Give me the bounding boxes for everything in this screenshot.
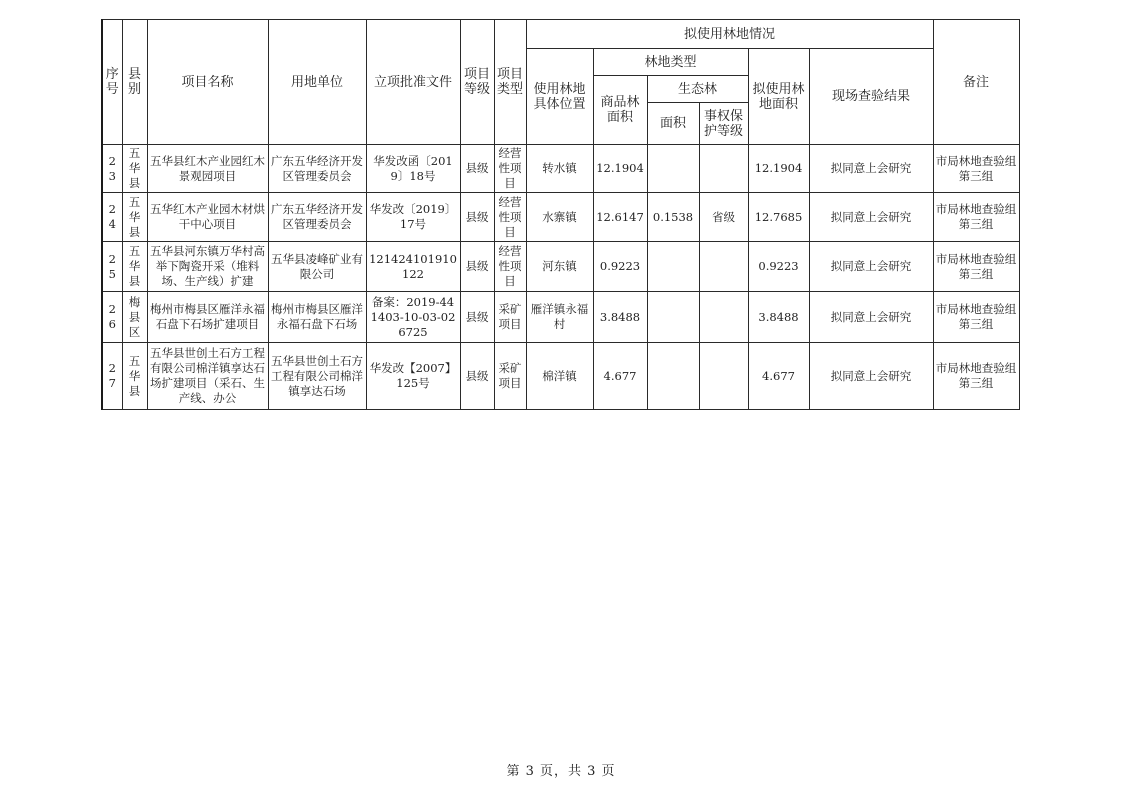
cell-eco-level	[699, 343, 748, 410]
cell-land-unit: 广东五华经济开发区管理委员会	[268, 193, 366, 242]
cell-commercial: 0.9223	[593, 242, 647, 292]
cell-eco-area: 0.1538	[647, 193, 699, 242]
cell-total-area: 0.9223	[748, 242, 809, 292]
cell-project-type: 经营性项目	[494, 145, 526, 193]
cell-inspection: 拟同意上会研究	[809, 145, 933, 193]
cell-remarks: 市局林地查验组第三组	[933, 343, 1019, 410]
cell-total-area: 3.8488	[748, 292, 809, 343]
cell-eco-area	[647, 145, 699, 193]
header-commercial: 商品林面积	[593, 76, 647, 145]
cell-commercial: 12.6147	[593, 193, 647, 242]
cell-commercial: 4.677	[593, 343, 647, 410]
table-header	[102, 20, 1019, 145]
cell-seq: 26	[102, 292, 122, 343]
cell-seq: 23	[102, 145, 122, 193]
header-eco-area: 面积	[647, 103, 699, 145]
cell-commercial: 12.1904	[593, 145, 647, 193]
cell-land-unit: 五华县凌峰矿业有限公司	[268, 242, 366, 292]
cell-remarks: 市局林地查验组第三组	[933, 193, 1019, 242]
cell-project-type: 经营性项目	[494, 193, 526, 242]
cell-total-area: 12.7685	[748, 193, 809, 242]
cell-total-area: 4.677	[748, 343, 809, 410]
cell-county: 梅县区	[122, 292, 147, 343]
header-inspection: 现场查验结果	[809, 49, 933, 145]
cell-remarks: 市局林地查验组第三组	[933, 145, 1019, 193]
header-eco-group: 生态林	[647, 76, 748, 103]
table-row	[102, 145, 1019, 193]
cell-project-level: 县级	[460, 193, 494, 242]
cell-approval-doc: 华发改函〔2019〕18号	[366, 145, 460, 193]
header-land-unit: 用地单位	[268, 20, 366, 145]
cell-land-unit: 五华县世创土石方工程有限公司棉洋镇享达石场	[268, 343, 366, 410]
cell-project-name: 五华县河东镇万华村高举下陶瓷开采（堆料场、生产线）扩建	[147, 242, 268, 292]
header-seq: 序号	[102, 20, 122, 145]
header-county: 县别	[122, 20, 147, 145]
header-project-name: 项目名称	[147, 20, 268, 145]
cell-land-unit: 梅州市梅县区雁洋永福石盘下石场	[268, 292, 366, 343]
header-eco-level: 事权保护等级	[699, 103, 748, 145]
header-project-level: 项目等级	[460, 20, 494, 145]
header-project-type: 项目类型	[494, 20, 526, 145]
cell-project-level: 县级	[460, 343, 494, 410]
cell-inspection: 拟同意上会研究	[809, 242, 933, 292]
cell-inspection: 拟同意上会研究	[809, 343, 933, 410]
cell-eco-level	[699, 145, 748, 193]
cell-project-name: 五华县红木产业园红木景观园项目	[147, 145, 268, 193]
cell-project-level: 县级	[460, 292, 494, 343]
table-row	[102, 193, 1019, 242]
cell-seq: 24	[102, 193, 122, 242]
cell-project-level: 县级	[460, 145, 494, 193]
cell-project-name: 梅州市梅县区雁洋永福石盘下石场扩建项目	[147, 292, 268, 343]
cell-project-type: 采矿项目	[494, 292, 526, 343]
table-row	[102, 343, 1019, 410]
cell-land-unit: 广东五华经济开发区管理委员会	[268, 145, 366, 193]
cell-inspection: 拟同意上会研究	[809, 292, 933, 343]
header-remarks: 备注	[933, 20, 1019, 145]
table-body	[102, 145, 1019, 410]
cell-seq: 25	[102, 242, 122, 292]
cell-eco-area	[647, 242, 699, 292]
cell-county: 五华县	[122, 193, 147, 242]
header-approval-doc: 立项批准文件	[366, 20, 460, 145]
cell-approval-doc: 华发改〔2019〕17号	[366, 193, 460, 242]
header-forest-use-group: 拟使用林地情况	[526, 20, 933, 49]
cell-approval-doc: 121424101910122	[366, 242, 460, 292]
cell-eco-area	[647, 292, 699, 343]
cell-location: 雁洋镇永福村	[526, 292, 593, 343]
header-location: 使用林地具体位置	[526, 49, 593, 145]
cell-eco-level: 省级	[699, 193, 748, 242]
cell-remarks: 市局林地查验组第三组	[933, 242, 1019, 292]
cell-project-name: 五华红木产业园木材烘干中心项目	[147, 193, 268, 242]
cell-location: 河东镇	[526, 242, 593, 292]
cell-remarks: 市局林地查验组第三组	[933, 292, 1019, 343]
cell-project-type: 采矿项目	[494, 343, 526, 410]
cell-county: 五华县	[122, 145, 147, 193]
cell-project-name: 五华县世创土石方工程有限公司棉洋镇享达石场扩建项目（采石、生产线、办公	[147, 343, 268, 410]
header-total-area: 拟使用林地面积	[748, 49, 809, 145]
cell-project-type: 经营性项目	[494, 242, 526, 292]
cell-location: 转水镇	[526, 145, 593, 193]
cell-total-area: 12.1904	[748, 145, 809, 193]
cell-eco-level	[699, 242, 748, 292]
cell-approval-doc: 华发改【2007】125号	[366, 343, 460, 410]
table-row	[102, 292, 1019, 343]
cell-inspection: 拟同意上会研究	[809, 193, 933, 242]
forest-use-table	[101, 19, 1020, 410]
table-row	[102, 242, 1019, 292]
cell-eco-area	[647, 343, 699, 410]
cell-location: 棉洋镇	[526, 343, 593, 410]
page-number-footer: 第 3 页，共 3 页	[506, 764, 616, 779]
cell-commercial: 3.8488	[593, 292, 647, 343]
header-forest-type-group: 林地类型	[593, 49, 748, 76]
cell-county: 五华县	[122, 343, 147, 410]
cell-project-level: 县级	[460, 242, 494, 292]
cell-county: 五华县	[122, 242, 147, 292]
cell-eco-level	[699, 292, 748, 343]
cell-location: 水寨镇	[526, 193, 593, 242]
cell-approval-doc: 备案：2019-441403-10-03-026725	[366, 292, 460, 343]
cell-seq: 27	[102, 343, 122, 410]
